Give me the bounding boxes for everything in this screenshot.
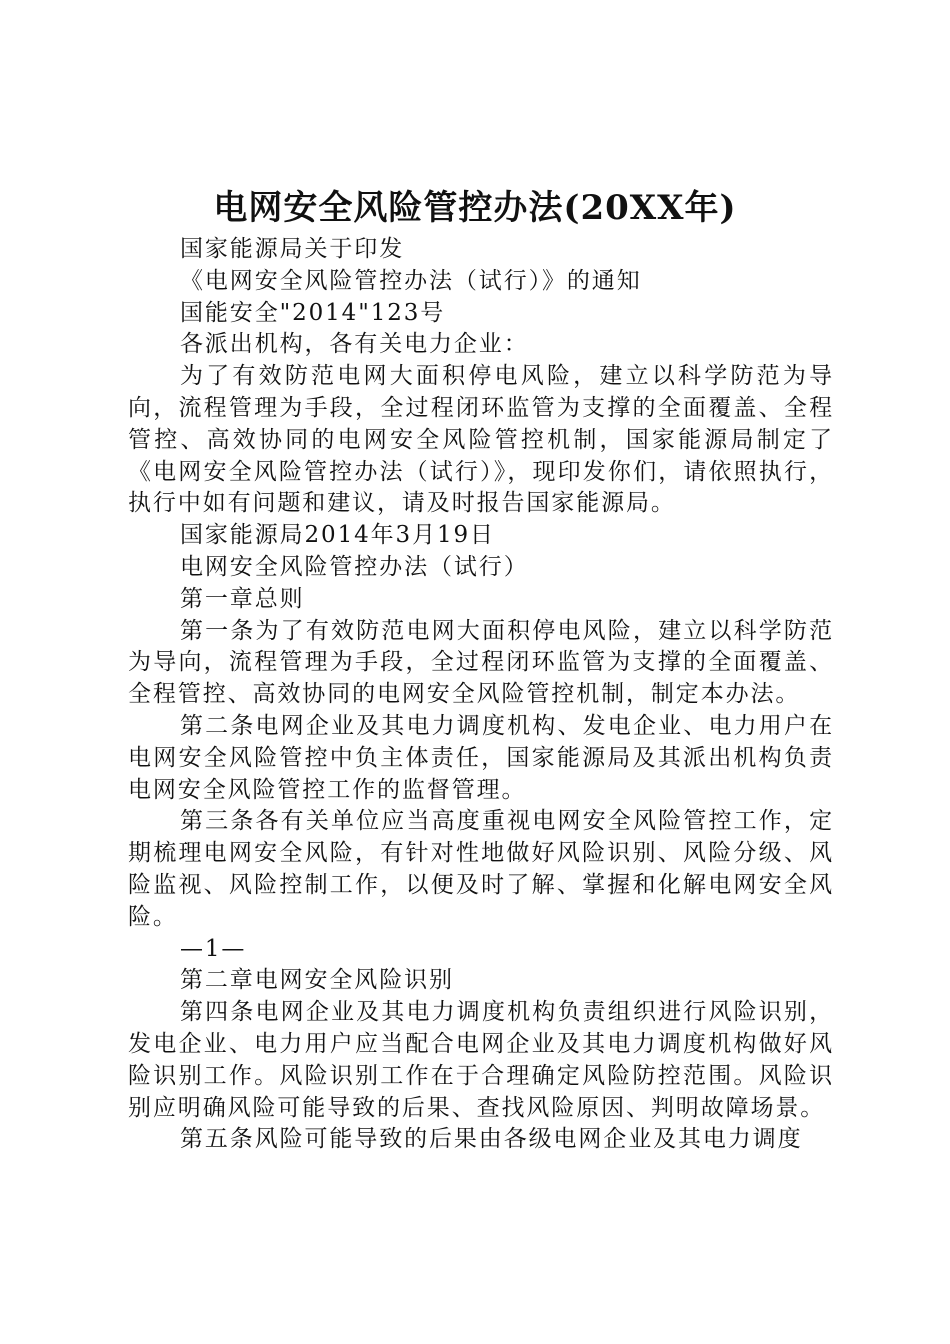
article-paragraph: 第四条电网企业及其电力调度机构负责组织进行风险识别，发电企业、电力用户应当配合电网企业及其电力调度机构做好风险识别工作。风险识别工作在于合理确定风险防控范围。风险识别应明确风险可能导致的后果、查找风险原因、判明故障场景。 [128, 999, 834, 1121]
addressee: 各派出机构，各有关电力企业： [180, 331, 529, 358]
regulation-title: 电网安全风险管控办法（试行） [180, 553, 529, 580]
article-paragraph: 第一条为了有效防范电网大面积停电风险，建立以科学防范为导向，流程管理为手段，全过程闭环监管为支撑的全面覆盖、全程管控、高效协同的电网安全风险管控机制，制定本办法。 [128, 617, 834, 708]
page-number: —1— [180, 935, 247, 962]
document-body [128, 234, 834, 1156]
chapter-heading: 第一章总则 [180, 585, 305, 612]
article-paragraph: 第五条风险可能导致的后果由各级电网企业及其电力调度 [180, 1126, 803, 1153]
document-number: 国能安全"2014"123号 [180, 299, 446, 326]
article-paragraph: 第二条电网企业及其电力调度机构、发电企业、电力用户在电网安全风险管控中负主体责任，国家能源局及其派出机构负责电网安全风险管控工作的监督管理。 [128, 712, 834, 803]
notice-heading-line-2: 《电网安全风险管控办法（试行）》的通知 [180, 267, 642, 294]
notice-body: 为了有效防范电网大面积停电风险，建立以科学防范为导向，流程管理为手段，全过程闭环监管为支撑的全面覆盖、全程管控、高效协同的电网安全风险管控机制，国家能源局制定了《电网安全风险管控办法（试行）》，现印发你们，请依照执行，执行中如有问题和建议，请及时报告国家能源局。 [128, 363, 834, 517]
notice-heading-line-1: 国家能源局关于印发 [180, 236, 405, 262]
issuer-date: 国家能源局2014年3月19日 [180, 522, 495, 549]
article-paragraph: 第三条各有关单位应当高度重视电网安全风险管控工作，定期梳理电网安全风险，有针对性地做好风险识别、风险分级、风险监视、风险控制工作，以便及时了解、掌握和化解电网安全风险。 [128, 808, 834, 930]
chapter-heading: 第二章电网安全风险识别 [180, 967, 454, 994]
document-title: 电网安全风险管控办法(20XX年) [213, 188, 737, 228]
